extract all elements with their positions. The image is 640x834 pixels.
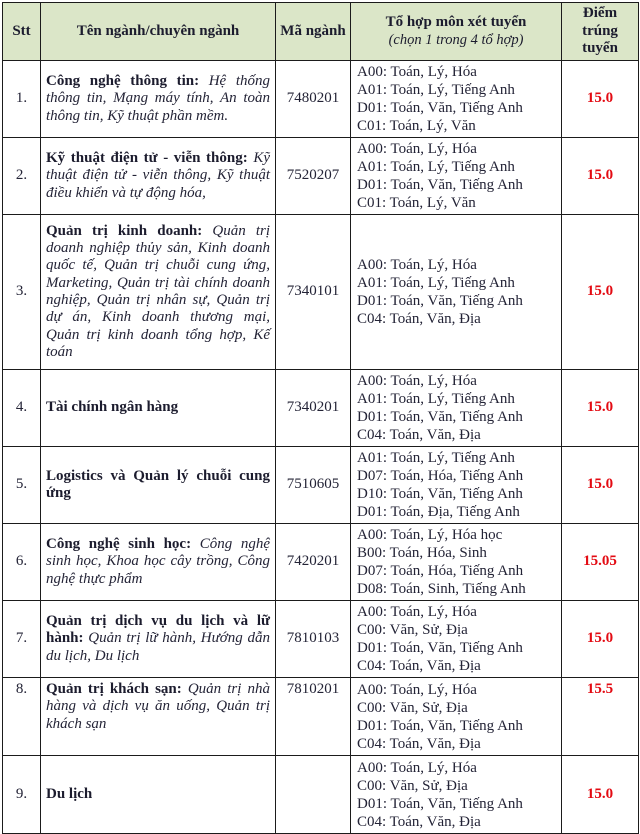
subject-combos-cell: [351, 215, 562, 370]
combo-line: C04: Toán, Văn, Địa: [357, 658, 481, 675]
row-number: 8.: [3, 678, 41, 756]
major-name-cell: [41, 61, 276, 138]
combo-line: A00: Toán, Lý, Hóa: [357, 64, 477, 81]
combo-line: A00: Toán, Lý, Hóa: [357, 604, 477, 621]
header-major-code: Mã ngành: [276, 3, 351, 61]
combo-line: A01: Toán, Lý, Tiếng Anh: [357, 159, 515, 176]
admission-score: 15.0: [562, 138, 639, 215]
subject-combos-cell: [351, 138, 562, 215]
major-name-cell: [41, 370, 276, 447]
header-combo-subtitle: (chọn 1 trong 4 tổ hợp): [388, 31, 524, 48]
major-specializations: Quản trị lữ hành, Hướng dẫn du lịch, Du lịch: [46, 630, 271, 664]
table-body: [3, 61, 639, 834]
major-name: Logistics và Quản lý chuỗi cung ứng: [46, 467, 270, 502]
major-name-cell: [41, 756, 276, 834]
row-number: 7.: [3, 601, 41, 678]
major-name: Quản trị kinh doanh:: [46, 222, 203, 239]
combo-line: A00: Toán, Lý, Hóa: [357, 682, 477, 699]
combo-line: C04: Toán, Văn, Địa: [357, 311, 481, 328]
major-specializations: Quản trị doanh nghiệp thủy sản, Kinh doanh quốc tế, Quản trị chuỗi cung ứng, Marketing, Quản trị tài chính doanh nghiệp, Quản trị nhân sự, Quản trị dự án, Kinh doanh thương mại, Quản trị kinh doanh tổng hợp, Kế toán: [46, 222, 270, 361]
admission-score: 15.5: [562, 678, 639, 756]
row-number: 4.: [3, 370, 41, 447]
combo-line: A00: Toán, Lý, Hóa: [357, 373, 477, 390]
major-code: 7340201: [276, 370, 351, 447]
admission-score: 15.0: [562, 370, 639, 447]
major-name: Quản trị dịch vụ du lịch và lữ hành:: [46, 612, 270, 647]
major-code: 7420201: [276, 524, 351, 601]
admission-score: 15.0: [562, 61, 639, 138]
combo-line: C01: Toán, Lý, Văn: [357, 118, 476, 135]
combo-line: C00: Văn, Sử, Địa: [357, 700, 468, 717]
subject-combos-cell: [351, 601, 562, 678]
table-row: [3, 138, 639, 215]
combo-line: C00: Văn, Sử, Địa: [357, 622, 468, 639]
major-specializations: Quản trị nhà hàng và dịch vụ ăn uống, Quản trị khách sạn: [46, 681, 270, 732]
table-row: [3, 215, 639, 370]
header-combo-title: Tổ hợp môn xét tuyển: [385, 14, 527, 31]
admission-scores-table: [2, 2, 639, 834]
combo-line: C04: Toán, Văn, Địa: [357, 813, 481, 830]
subject-combos-cell: [351, 447, 562, 524]
subject-combos-cell: [351, 524, 562, 601]
admission-score: 15.0: [562, 447, 639, 524]
combo-line: D01: Toán, Văn, Tiếng Anh: [357, 640, 523, 657]
combo-line: A00: Toán, Lý, Hóa học: [357, 527, 503, 544]
combo-line: C01: Toán, Lý, Văn: [357, 195, 476, 212]
major-name: Công nghệ sinh học:: [46, 535, 192, 552]
major-name: Tài chính ngân hàng: [46, 399, 179, 416]
header-major-name: Tên ngành/chuyên ngành: [41, 3, 276, 61]
subject-combos-cell: [351, 370, 562, 447]
row-number: 2.: [3, 138, 41, 215]
combo-line: D01: Toán, Văn, Tiếng Anh: [357, 718, 523, 735]
major-name-cell: [41, 447, 276, 524]
header-row: [3, 3, 639, 61]
major-name-cell: [41, 524, 276, 601]
table-header: [3, 3, 639, 61]
table-row: [3, 601, 639, 678]
subject-combos-cell: [351, 756, 562, 834]
combo-line: C04: Toán, Văn, Địa: [357, 427, 481, 444]
combo-line: A01: Toán, Lý, Tiếng Anh: [357, 275, 515, 292]
major-code: 7480201: [276, 61, 351, 138]
table-row: [3, 756, 639, 834]
header-score: Điểm trúng tuyển: [562, 3, 639, 61]
combo-line: D01: Toán, Văn, Tiếng Anh: [357, 409, 523, 426]
table-row: [3, 447, 639, 524]
combo-line: A01: Toán, Lý, Tiếng Anh: [357, 82, 515, 99]
combo-line: A00: Toán, Lý, Hóa: [357, 257, 477, 274]
admission-score: 15.0: [562, 756, 639, 834]
major-name-cell: [41, 215, 276, 370]
header-subject-combos: [351, 3, 562, 61]
major-code: 7510605: [276, 447, 351, 524]
major-name-cell: [41, 138, 276, 215]
combo-line: D01: Toán, Văn, Tiếng Anh: [357, 795, 523, 812]
major-name-cell: [41, 678, 276, 756]
table-row: [3, 61, 639, 138]
major-name: Công nghệ thông tin:: [46, 72, 200, 89]
admission-score: 15.05: [562, 524, 639, 601]
admission-score: 15.0: [562, 601, 639, 678]
table-row: [3, 678, 639, 756]
combo-line: D01: Toán, Văn, Tiếng Anh: [357, 177, 523, 194]
combo-line: A01: Toán, Lý, Tiếng Anh: [357, 391, 515, 408]
combo-line: A00: Toán, Lý, Hóa: [357, 141, 477, 158]
combo-line: C04: Toán, Văn, Địa: [357, 736, 481, 753]
major-specializations: Hệ thống thông tin, Mạng máy tính, An toàn thông tin, Kỹ thuật phần mềm.: [46, 72, 270, 124]
major-code: [276, 756, 351, 834]
table-row: [3, 370, 639, 447]
combo-line: D01: Toán, Văn, Tiếng Anh: [357, 293, 523, 310]
major-name: Du lịch: [46, 785, 93, 802]
subject-combos-cell: [351, 61, 562, 138]
major-specializations: Công nghệ sinh học, Khoa học cây trồng, Công nghệ thực phẩm: [46, 535, 270, 587]
major-name: Quản trị khách sạn:: [46, 681, 182, 698]
major-specializations: Kỹ thuật điện tử - viễn thông, Kỹ thuật điều khiển và tự động hóa,: [46, 149, 271, 201]
row-number: 6.: [3, 524, 41, 601]
combo-line: A00: Toán, Lý, Hóa: [357, 759, 477, 776]
subject-combos-cell: [351, 678, 562, 756]
major-code: 7340101: [276, 215, 351, 370]
combo-line: D10: Toán, Văn, Tiếng Anh: [357, 486, 523, 503]
table-row: [3, 524, 639, 601]
major-code: 7520207: [276, 138, 351, 215]
combo-line: D07: Toán, Hóa, Tiếng Anh: [357, 563, 524, 580]
major-code: 7810201: [276, 678, 351, 756]
major-name: Kỹ thuật điện tử - viễn thông:: [46, 149, 248, 166]
major-name-cell: [41, 601, 276, 678]
row-number: 1.: [3, 61, 41, 138]
combo-line: C00: Văn, Sử, Địa: [357, 777, 468, 794]
combo-line: D01: Toán, Địa, Tiếng Anh: [357, 504, 520, 521]
row-number: 3.: [3, 215, 41, 370]
combo-line: A01: Toán, Lý, Tiếng Anh: [357, 450, 515, 467]
major-code: 7810103: [276, 601, 351, 678]
admission-score: 15.0: [562, 215, 639, 370]
row-number: 5.: [3, 447, 41, 524]
combo-line: D07: Toán, Hóa, Tiếng Anh: [357, 468, 524, 485]
row-number: 9.: [3, 756, 41, 834]
combo-line: B00: Toán, Hóa, Sinh: [357, 545, 487, 562]
combo-line: D01: Toán, Văn, Tiếng Anh: [357, 100, 523, 117]
header-stt: Stt: [3, 3, 41, 61]
combo-line: D08: Toán, Sinh, Tiếng Anh: [357, 581, 526, 598]
